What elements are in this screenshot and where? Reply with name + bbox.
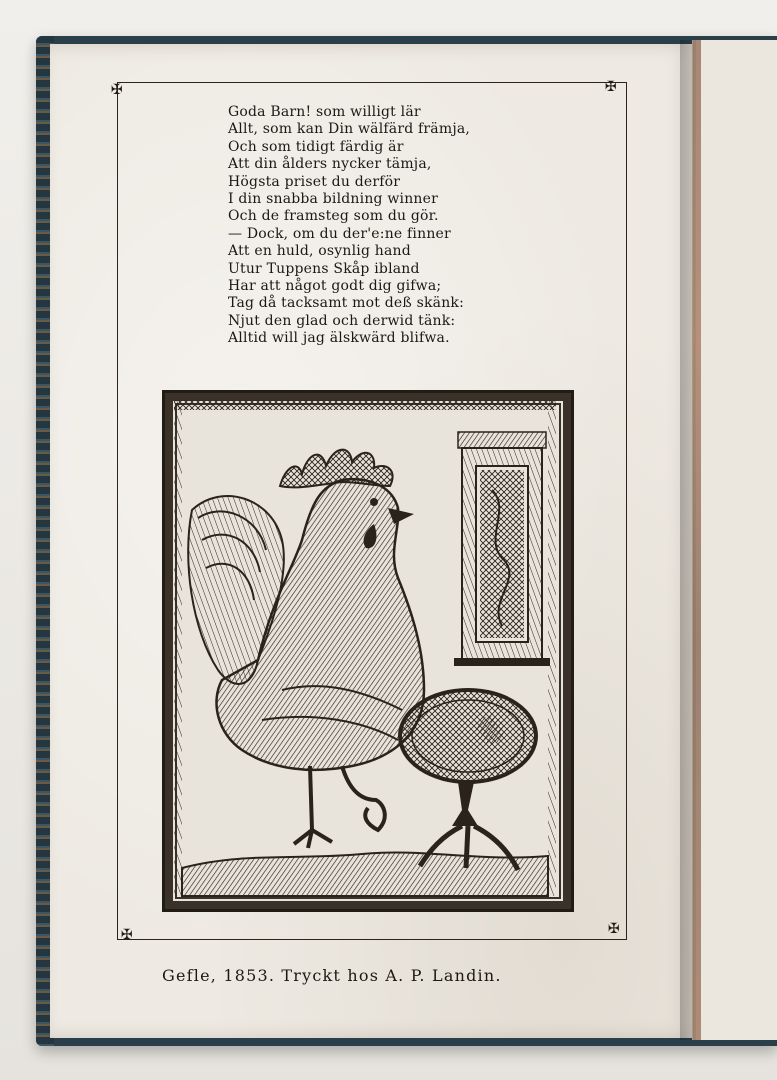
- imprint-line: Gefle, 1853. Tryckt hos A. P. Landin.: [162, 966, 502, 985]
- poem-line: — Dock, om du der'e:ne finner: [228, 225, 451, 242]
- poem-line: Att en huld, osynlig hand: [228, 243, 411, 260]
- corner-ornament-icon: ✠: [111, 82, 123, 98]
- rooster-woodcut-illustration: [162, 390, 568, 906]
- book-gutter: [680, 40, 696, 1040]
- right-page: [692, 40, 777, 1040]
- poem-line: Utur Tuppens Skåp ibland: [228, 260, 420, 277]
- poem-line: I din snabba bildning winner: [228, 191, 439, 208]
- poem-line: Har att något godt dig gifwa;: [228, 278, 442, 295]
- poem-line: Och som tidigt färdig är: [228, 138, 404, 155]
- poem-line: Alltid will jag älskwärd blifwa.: [228, 330, 450, 347]
- poem-line: Allt, som kan Din wälfärd främja,: [228, 121, 471, 138]
- poem-line: Goda Barn! som willigt lär: [228, 104, 421, 120]
- corner-ornament-icon: ✠: [121, 927, 133, 943]
- corner-ornament-icon: ✠: [608, 921, 620, 937]
- poem-line: Tag då tacksamt mot deß skänk:: [228, 295, 465, 312]
- poem-line: Njut den glad och derwid tänk:: [228, 312, 456, 329]
- poem-text: [228, 104, 568, 348]
- poem-line: Och de framsteg som du gör.: [228, 208, 439, 225]
- rooster-icon: [188, 450, 424, 848]
- poem-line: Högsta priset du derför: [228, 173, 401, 190]
- poem-line: Att din ålders nycker tämja,: [228, 156, 432, 173]
- corner-ornament-icon: ✠: [605, 79, 617, 95]
- cabinet-icon: [454, 432, 550, 666]
